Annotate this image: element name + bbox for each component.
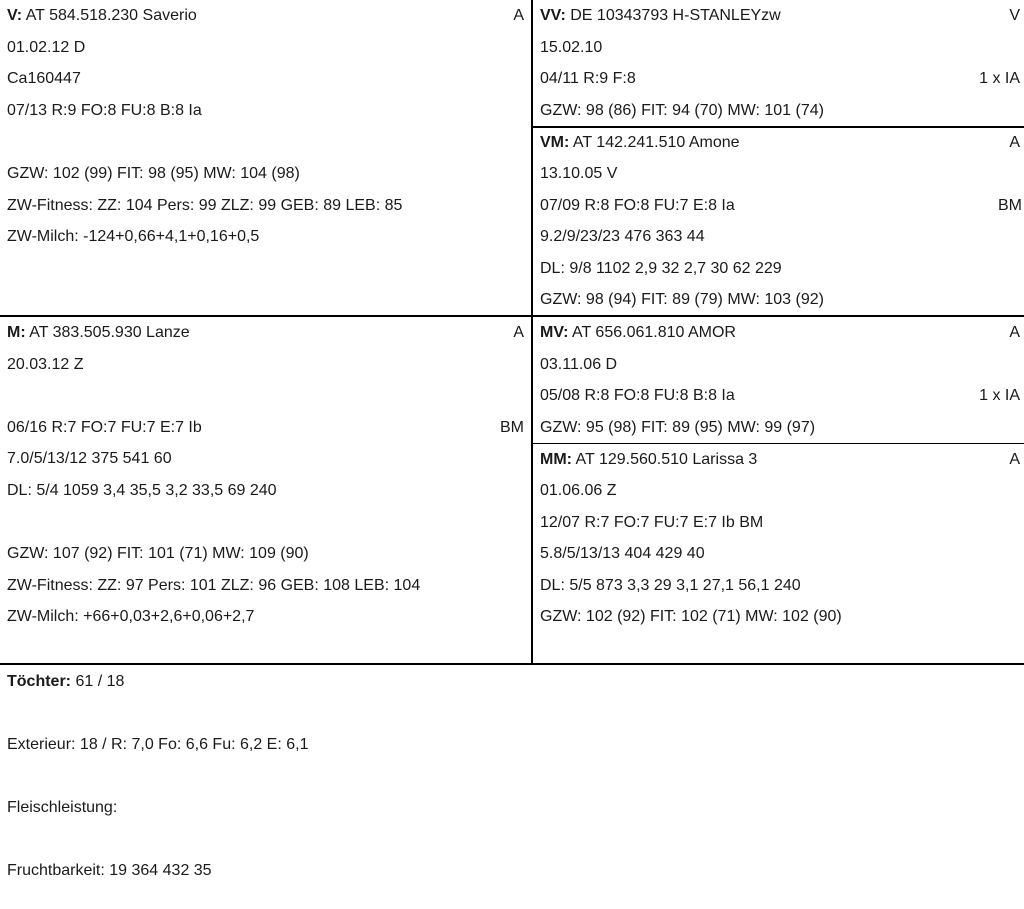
vv-line: 15.02.10 [540, 38, 603, 56]
vv-header [540, 0, 781, 32]
dam-line: ZW-Milch: +66+0,03+2,6+0,06+2,7 [7, 608, 255, 626]
vm-line: DL: 9/8 1102 2,9 32 2,7 30 62 229 [540, 259, 782, 277]
sire-line: Ca160447 [7, 70, 81, 88]
mm-line: 01.06.06 Z [540, 482, 617, 499]
exterieur-line: Exterieur: 18 / R: 7,0 Fo: 6,6 Fu: 6,2 E: 6,1 [7, 736, 309, 753]
mm-header [540, 444, 757, 476]
bottom-divider [0, 663, 1024, 665]
mv-id-name: AT 656.061.810 AMOR [572, 324, 736, 341]
sire-tag: A [513, 7, 524, 24]
dam-line: 20.03.12 Z [7, 355, 84, 373]
dam-line: 7.0/5/13/12 375 541 60 [7, 450, 172, 468]
fleischleistung-line: Fleischleistung: [7, 799, 118, 816]
vv-right-note: 1 x IA [979, 70, 1020, 88]
vv-id-name: DE 10343793 H-STANLEYzw [570, 7, 781, 24]
sire-line: GZW: 102 (99) FIT: 98 (95) MW: 104 (98) [7, 165, 300, 182]
mm-id-name: AT 129.560.510 Larissa 3 [575, 451, 758, 468]
daughters-value: 61 / 18 [75, 673, 125, 690]
sire-label: V: [7, 7, 23, 24]
dam-label: M: [7, 324, 26, 341]
dam-header [7, 317, 190, 349]
mm-tag: A [1009, 451, 1020, 468]
mv-line: 05/08 R:8 FO:8 FU:8 B:8 Ia [540, 387, 735, 405]
sire-line: ZW-Milch: -124+0,66+4,1+0,16+0,5 [7, 228, 260, 246]
vv-line: 04/11 R:9 F:8 [540, 70, 636, 88]
daughters-label: Töchter: [7, 673, 71, 690]
dam-right-note: BM [500, 418, 524, 436]
mm-line: GZW: 102 (92) FIT: 102 (71) MW: 102 (90) [540, 608, 842, 626]
vm-label: VM: [540, 134, 570, 151]
vm-line: 07/09 R:8 FO:8 FU:7 E:8 Ia [540, 196, 735, 214]
sire-id-name: AT 584.518.230 Saverio [25, 7, 197, 24]
dam-line: ZW-Fitness: ZZ: 97 Pers: 101 ZLZ: 96 GEB: 108 LEB: 104 [7, 576, 421, 594]
daughters-header [7, 666, 124, 698]
vv-line: GZW: 98 (86) FIT: 94 (70) MW: 101 (74) [540, 101, 824, 119]
dam-id-name: AT 383.505.930 Lanze [29, 324, 190, 341]
dam-line: DL: 5/4 1059 3,4 35,5 3,2 33,5 69 240 [7, 482, 277, 499]
mm-line: 5.8/5/13/13 404 429 40 [540, 545, 705, 563]
vm-line: 9.2/9/23/23 476 363 44 [540, 228, 705, 246]
sire-header [7, 0, 197, 32]
mm-label: MM: [540, 451, 572, 468]
sire-line: 07/13 R:9 FO:8 FU:8 B:8 Ia [7, 101, 202, 119]
vm-line: GZW: 98 (94) FIT: 89 (79) MW: 103 (92) [540, 291, 824, 309]
fruchtbarkeit-line: Fruchtbarkeit: 19 364 432 35 [7, 862, 212, 879]
vv-tag: V [1009, 7, 1020, 24]
mv-tag: A [1009, 324, 1020, 341]
center-divider [531, 0, 533, 665]
mv-line: GZW: 95 (98) FIT: 89 (95) MW: 99 (97) [540, 418, 816, 436]
sire-line: 01.02.12 D [7, 38, 86, 56]
mm-line: 12/07 R:7 FO:7 FU:7 E:7 Ib BM [540, 513, 764, 531]
dam-line: GZW: 107 (92) FIT: 101 (71) MW: 109 (90) [7, 545, 309, 563]
vm-right-note: BM [998, 196, 1022, 214]
vm-id-name: AT 142.241.510 Amone [572, 134, 740, 151]
vm-header [540, 127, 740, 159]
mv-line: 03.11.06 D [540, 355, 618, 373]
mm-line: DL: 5/5 873 3,3 29 3,1 27,1 56,1 240 [540, 576, 801, 594]
vv-label: VV: [540, 7, 566, 24]
mv-label: MV: [540, 324, 569, 341]
dam-line: 06/16 R:7 FO:7 FU:7 E:7 Ib [7, 418, 202, 436]
mv-right-note: 1 x IA [979, 387, 1020, 405]
vm-tag: A [1009, 134, 1020, 151]
mv-header [540, 317, 736, 349]
dam-tag: A [513, 324, 524, 341]
vm-line: 13.10.05 V [540, 165, 618, 182]
sire-line: ZW-Fitness: ZZ: 104 Pers: 99 ZLZ: 99 GEB: 89 LEB: 85 [7, 196, 403, 214]
